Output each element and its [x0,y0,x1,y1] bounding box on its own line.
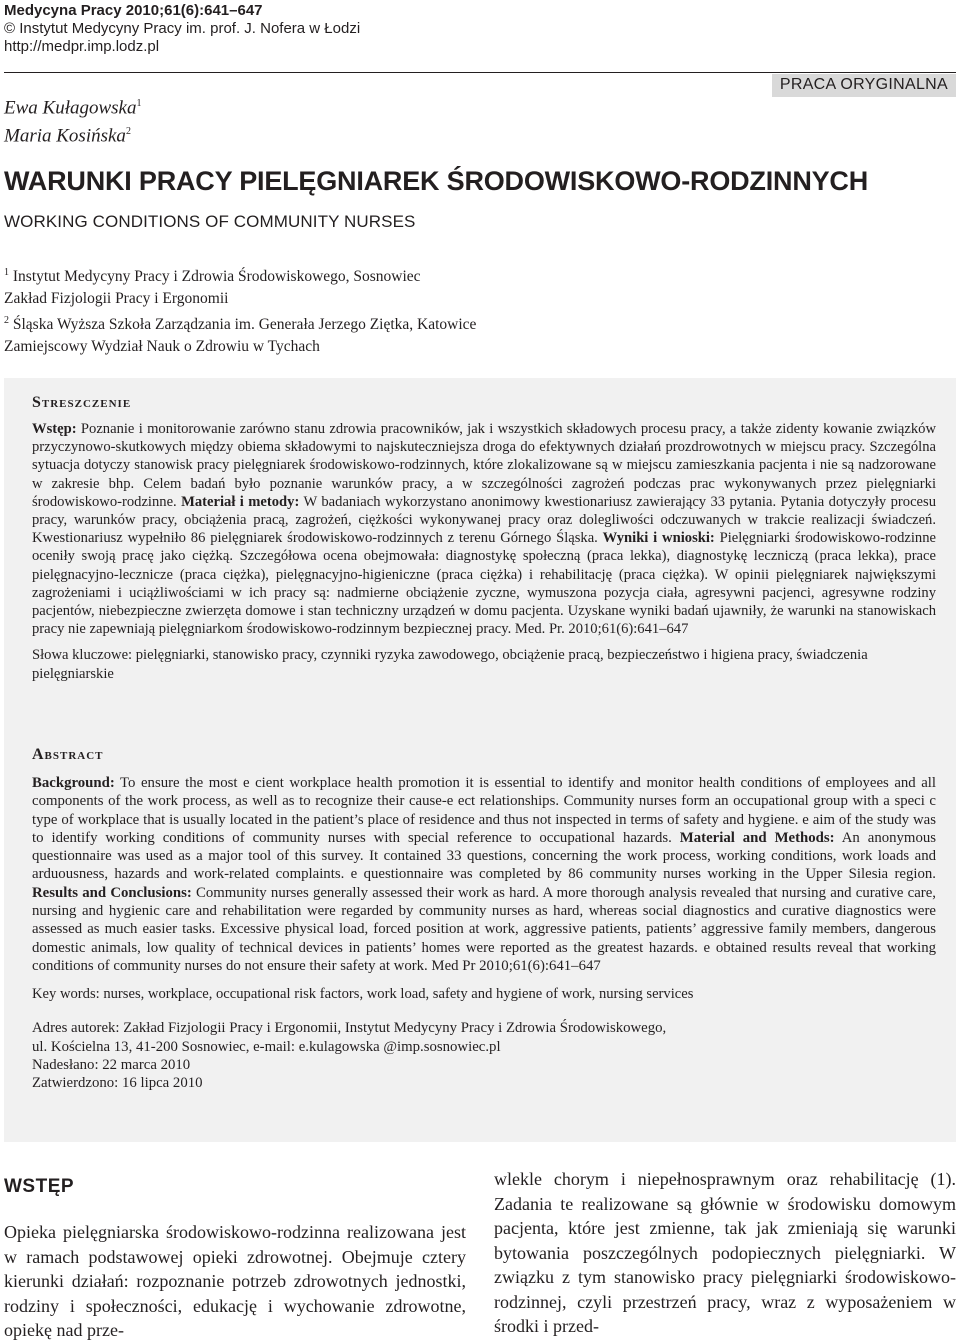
accepted-date: Zatwierdzono: 16 lipca 2010 [32,1075,203,1092]
body-paragraph: wlekle chorym i niepełnosprawnym oraz rehabilitację (1). Zadania te realizowane są głównie w środowisku domowym pacjenta, które jest zmienne, tak jak zmieniają się warunki bytowania poszczególnych podopiecznych pielęgniarki. W związku z tym stanowisko pracy pielęgniarki środowiskowo-rodzinnej, czyli przestrzeń pracy, wraz z wyposażeniem w środki i przed- [494,1169,956,1336]
journal-citation: Medycyna Pracy 2010;61(6):641–647 [4,2,263,19]
intro-label: Wstęp: [32,421,77,437]
affiliation-line [4,336,476,358]
results-label: Wyniki i wnioski: [602,530,715,547]
methods-text-en: An anonymous questionnaire was used as a major tool of this survey. It contained 33 questions, concerning the work process, working conditions, work loads and arduousness, hazards and work-related complaints. e questionnaire was completed by 86 community nurses working in the Upper Silesia region. [32,829,936,883]
abstract-heading: Abstract [32,746,104,763]
journal-url[interactable]: http://medpr.imp.lodz.pl [4,38,160,55]
affiliations [4,262,476,358]
address-line: ul. Kościelna 13, 41-200 Sosnowiec, e-mail: e.kulagowska @imp.sosnowiec.pl [32,1038,501,1055]
author-name: Ewa Kułagowska [4,97,137,119]
article-title-en: WORKING CONDITIONS OF COMMUNITY NURSES [4,212,416,231]
background-label: Background: [32,775,115,791]
methods-label: Materiał i metody: [181,493,300,510]
journal-publisher: © Instytut Medycyny Pracy im. prof. J. Nofera w Łodzi [4,20,361,37]
methods-text: W badaniach wykorzystano anonimowy kwestionariusz zawierający 33 pytania. Pytania dotyczyły procesu pracy, warunków pracy, obciążenia pracą, zagrożeń, ciężkości wykonywanej pracy oraz dolegliwości odczuwanych w trakcie realizacji świadczeń. Kwestionariusz wypełniło 86 pielęgniarek środowiskowo-rodzinnych z terenu Górnego Śląska. [32,493,936,547]
affiliation-mark: 2 [4,315,9,327]
background-text: To ensure the most e cient workplace health promotion it is essential to identify and monitor health conditions of employees and all components of the work process, as well as to recognize their cause-e ect relationships. Community nurses form an occupational group with a speci c type of workplace that is usually located in the patient’s place of residence and thus not inspected in terms of safety and hygiene. e aim of the study was to identify working conditions of community nurses with special reference to occupational hazards. [32,775,937,846]
streszczenie-heading: Streszczenie [32,394,132,411]
body-column-left [4,1170,466,1343]
methods-label-en: Material and Methods: [679,829,835,846]
author-affiliation-mark: 1 [136,98,142,109]
affiliation-text: Instytut Medycyny Pracy i Zdrowia Środowiskowego, Sosnowiec [12,268,421,286]
affiliation-line [4,310,476,336]
results-text-en: Community nurses generally assessed their work as hard. A more thorough analysis revealed that nursing and curative care, nursing and hygienic care and rehabilitation were regarded by community nurses as hard, whereas social diagnostics and curative diagnostics were assessed as much easier tasks. Excessive physical load, forced position at work, aggressive patients, patients’ aggressive family members, dangerous domestic animals, low quality of technical devices in patients’ homes were reported as the greatest hazards. e obtained results reveal that working conditions of community nurses do not ensure their safety at work. Med Pr 2010;61(6):641–647 [32,884,936,974]
affiliation-text: Śląska Wyższa Szkoła Zarządzania im. Generała Jerzego Ziętka, Katowice [12,316,477,334]
results-text: Pielęgniarki środowiskowo-rodzinne oceniły swoją pracę jako ciężką. Szczegółowa ocena obejmowała: diagnostykę społeczną (praca lekka), diagnostykę leczniczą (praca lekka), prace pielęgnacyjno-lecznicze (praca ciężka), pielęgnacyjno-higieniczne (praca ciężka) i rehabilitację (praca ciężka). W opinii pielęgniarek największymi zagrożeniami i uciążliwościami w ich pracy są: nadmierne obciążenie zyczne, wymuszona pozycja ciała, agresywni pacjenci, agresywne rodziny pacjentów, niebezpieczne zwierzęta domowe i stan techniczny urządzeń w domu pacjenta. Uzyskane wyniki badań ujawniły, że warunki na stanowiskach pracy nie zapewniają pielęgniarkom środowiskowo-rodzinnym bezpiecznej pracy. Med. Pr. 2010;61(6):641–647 [32,530,936,638]
author [4,92,141,120]
section-heading-wstep: WSTĘP [4,1176,75,1197]
received-date: Nadesłano: 22 marca 2010 [32,1057,191,1074]
author-affiliation-mark: 2 [125,126,131,138]
abstract-keywords: Key words: nurses, workplace, occupational risk factors, work load, safety and hygiene of work, nursing services [32,986,694,1003]
address-line: Adres autorek: Zakład Fizjologii Pracy i Ergonomii, Instytut Medycyny Pracy i Zdrowia Środowiskowego, [32,1020,667,1037]
author-name: Maria Kosińska [4,125,126,147]
header-rule [4,72,956,73]
affiliation-text: Zakład Fizjologii Pracy i Ergonomii [4,290,229,308]
affiliation-text: Zamiejscowy Wydział Nauk o Zdrowiu w Tychach [4,338,320,356]
affiliation-mark: 1 [4,267,9,278]
abstract-box [4,378,956,1142]
affiliation-line [4,288,476,310]
abstract-text [32,774,936,975]
streszczenie-text [32,420,936,638]
article-type-badge: PRACA ORYGINALNA [772,74,956,97]
body-paragraph: Opieka pielęgniarska środowiskowo-rodzinna realizowana jest w ramach podstawowej opieki zdrowotnej. Obejmuje cztery kierunki działań: rozpoznanie potrzeb zdrowotnych jednostki, rodziny i społeczności, edukację i wychowanie zdrowotne, opiekę nad prze- [4,1222,466,1340]
body-column-right [494,1167,956,1339]
author-list [4,92,141,149]
streszczenie-section [32,394,936,683]
intro-text: Poznanie i monitorowanie zarówno stanu zdrowia pracowników, jak i wszystkich składowych procesu pracy, a także zidenty kowanie związków przyczynowo-skutkowych między obiema składowymi to najskuteczniejsza droga do efektywnych działań prozdrowotnych w miejscu pracy. Szczególna sytuacja dotyczy stanowisk pracy pielęgniarek środowiskowo-rodzinnych, które zlokalizowane są w miejscu zamieszkania pacjenta i nie są nadzorowane w zakresie bhp. Celem badań było poznanie warunków pracy, a w szczególności zagrożeń podczas prac wykonywanych przez pielęgniarki środowiskowo-rodzinne. [32,421,936,510]
streszczenie-keywords: Słowa kluczowe: pielęgniarki, stanowisko pracy, czynniki ryzyka zawodowego, obciążenie pracą, bezpieczeństwo i higiena pracy, świadczenia pielęgniarskie [32,647,868,682]
affiliation-line [4,262,476,288]
results-label-en: Results and Conclusions: [32,884,192,901]
correspondence-address [32,1019,936,1092]
author [4,120,141,148]
article-title-pl: WARUNKI PRACY PIELĘGNIAREK ŚRODOWISKOWO-RODZINNYCH [4,166,869,196]
abstract-section [32,746,936,1093]
journal-header [4,2,360,56]
